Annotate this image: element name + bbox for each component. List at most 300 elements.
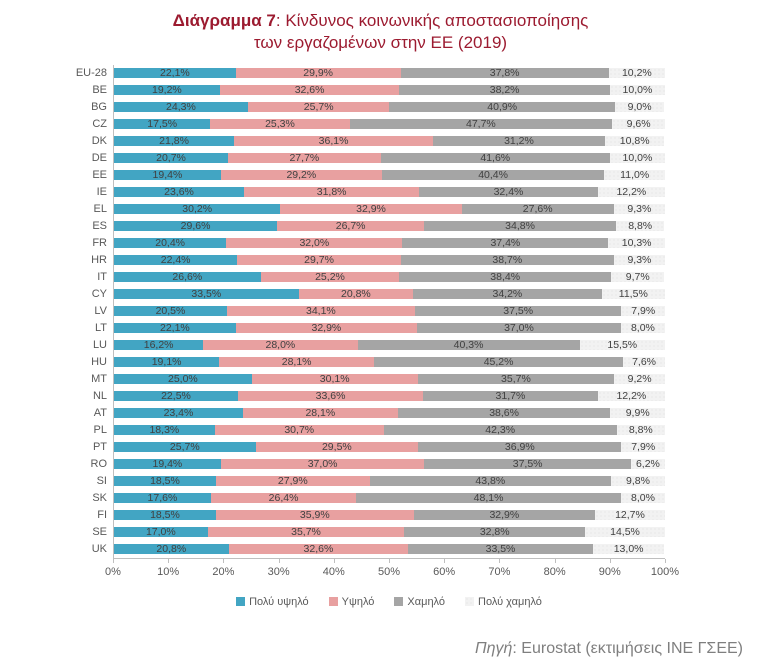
value-label: 40,3% (453, 338, 484, 351)
country-label: CZ (92, 118, 107, 130)
value-label: 22,5% (161, 389, 191, 402)
segment-high (252, 374, 418, 384)
bar-track (114, 85, 665, 95)
value-label: 27,9% (277, 474, 308, 487)
segment-very_high (114, 136, 234, 146)
bar-track (114, 340, 665, 350)
segment-very_high (114, 459, 221, 469)
value-label: 9,0% (627, 100, 652, 113)
axis-tick-label: 30% (267, 565, 290, 578)
value-label: 34,2% (492, 287, 523, 300)
segment-high (237, 255, 400, 265)
segment-very_low (614, 255, 665, 265)
legend-item (329, 596, 375, 608)
segment-high (256, 442, 419, 452)
axis-tick-label: 10% (157, 565, 180, 578)
value-label: 22,1% (159, 66, 190, 79)
axis-tick (555, 559, 556, 563)
segment-high (215, 425, 384, 435)
value-label: 35,7% (291, 525, 321, 538)
bar-track (114, 68, 665, 78)
value-label: 7,9% (631, 304, 656, 317)
value-label: 9,3% (627, 202, 652, 215)
segment-very_low (608, 238, 665, 248)
legend-item (394, 596, 445, 608)
bar-track (114, 306, 665, 316)
bar-track (114, 323, 665, 333)
segment-low (423, 391, 598, 401)
value-label: 29,5% (321, 440, 352, 453)
segment-high (226, 238, 402, 248)
value-label: 12,7% (615, 508, 645, 521)
bar-track (114, 255, 665, 265)
segment-very_high (114, 255, 237, 265)
stacked-bar-chart (75, 65, 680, 583)
value-label: 32,9% (489, 508, 520, 521)
legend-swatch-low (394, 597, 403, 606)
value-label: 30,1% (319, 372, 350, 385)
segment-low (401, 68, 609, 78)
segment-low (384, 425, 617, 435)
bar-row (92, 524, 665, 541)
segment-high (280, 204, 461, 214)
bar-track (114, 102, 665, 112)
segment-very_low (631, 459, 665, 469)
segment-very_high (114, 374, 252, 384)
country-label: MT (91, 373, 107, 385)
segment-very_high (114, 170, 221, 180)
segment-very_low (621, 306, 665, 316)
value-label: 38,4% (490, 270, 521, 283)
segment-very_high (114, 340, 203, 350)
legend-swatch-high (329, 597, 338, 606)
bar-track (114, 459, 665, 469)
chart-title-prefix: Διάγραμμα 7 (172, 11, 276, 30)
value-label: 42,3% (485, 423, 516, 436)
bar-track (114, 221, 665, 231)
segment-high (203, 340, 357, 350)
bar-track (114, 238, 665, 248)
value-label: 10,2% (621, 66, 652, 79)
axis-tick-label: 0% (105, 565, 121, 578)
segment-very_high (114, 238, 226, 248)
value-label: 8,8% (628, 219, 653, 232)
segment-high (216, 476, 370, 486)
bar-track (114, 374, 665, 384)
legend-swatch-very_high (236, 597, 245, 606)
bar-track (114, 204, 665, 214)
value-label: 37,0% (504, 321, 534, 334)
value-label: 31,8% (316, 185, 347, 198)
segment-high (219, 357, 374, 367)
segment-very_low (614, 204, 665, 214)
value-label: 22,4% (160, 253, 191, 266)
value-label: 25,0% (167, 372, 198, 385)
value-label: 15,5% (607, 338, 638, 351)
segment-very_low (611, 272, 664, 282)
country-label: CY (91, 288, 107, 300)
value-label: 38,7% (492, 253, 523, 266)
axis-tick (665, 559, 666, 563)
segment-high (228, 153, 381, 163)
segment-very_high (114, 289, 299, 299)
segment-very_high (114, 323, 236, 333)
value-label: 48,1% (473, 491, 504, 504)
country-label: BE (92, 84, 107, 96)
legend-label: Υψηλό (341, 595, 375, 608)
axis-tick-label: 70% (488, 565, 511, 578)
segment-high (238, 391, 423, 401)
value-label: 38,2% (489, 83, 520, 96)
country-label: ES (92, 220, 107, 232)
value-label: 17,0% (145, 525, 176, 538)
value-label: 36,9% (504, 440, 535, 453)
bar-row (91, 252, 665, 269)
value-label: 7,9% (631, 440, 656, 453)
value-label: 37,8% (489, 66, 520, 79)
bar-track (114, 527, 665, 537)
source-label: Πηγή (475, 640, 513, 657)
segment-low (389, 102, 614, 112)
value-label: 22,1% (159, 321, 190, 334)
bar-row (91, 150, 665, 167)
segment-very_high (114, 357, 219, 367)
value-label: 45,2% (483, 355, 514, 368)
segment-very_low (610, 85, 665, 95)
value-label: 40,4% (478, 168, 508, 181)
segment-very_low (593, 544, 665, 554)
segment-very_high (114, 544, 229, 554)
bar-track (114, 272, 665, 282)
chart-title-line1-rest: : Κίνδυνος κοινωνικής αποστασιοποίησης (275, 11, 589, 30)
segment-low (408, 544, 593, 554)
bar-row (92, 82, 665, 99)
axis-tick (610, 559, 611, 563)
bar-row (91, 354, 665, 371)
value-label: 34,1% (306, 304, 336, 317)
legend-item (236, 596, 309, 608)
country-label: HR (91, 254, 107, 266)
axis-tick-label: 20% (212, 565, 235, 578)
value-label: 26,4% (268, 491, 299, 504)
bar-row (93, 201, 665, 218)
value-label: 19,1% (151, 355, 182, 368)
axis-tick-label: 90% (598, 565, 621, 578)
value-label: 33,5% (485, 542, 516, 555)
segment-very_low (602, 289, 665, 299)
axis-tick (279, 559, 280, 563)
segment-high (227, 306, 415, 316)
segment-very_low (598, 391, 665, 401)
value-label: 35,9% (299, 508, 330, 521)
segment-very_low (585, 527, 665, 537)
bar-track (114, 493, 665, 503)
value-label: 10,0% (622, 83, 653, 96)
segment-very_high (114, 272, 261, 282)
segment-low (433, 136, 605, 146)
value-label: 23,6% (164, 185, 194, 198)
value-label: 29,9% (303, 66, 334, 79)
value-label: 40,9% (487, 100, 518, 113)
segment-very_low (615, 102, 665, 112)
value-label: 11,0% (620, 168, 650, 181)
segment-low (462, 204, 614, 214)
segment-high (236, 323, 417, 333)
segment-low (418, 442, 621, 452)
axis-tick-label: 50% (377, 565, 401, 578)
segment-low (381, 153, 610, 163)
bar-track (114, 425, 665, 435)
country-label: EU-28 (75, 67, 107, 79)
value-label: 20,8% (340, 287, 371, 300)
country-label: AT (93, 407, 107, 419)
segment-high (229, 544, 409, 554)
value-label: 29,6% (180, 219, 211, 232)
segment-high (220, 85, 400, 95)
value-label: 19,4% (152, 457, 183, 470)
bar-row (96, 473, 665, 490)
value-label: 30,7% (284, 423, 315, 436)
segment-low (418, 374, 615, 384)
country-label: SI (96, 475, 107, 487)
x-axis (105, 558, 680, 583)
segment-high (277, 221, 424, 231)
value-label: 31,2% (504, 134, 534, 147)
value-label: 27,7% (289, 151, 320, 164)
segment-very_low (598, 187, 665, 197)
bar-track (114, 408, 665, 418)
segment-very_high (114, 408, 243, 418)
segment-very_low (605, 136, 665, 146)
value-label: 33,6% (315, 389, 346, 402)
bar-row (92, 388, 665, 405)
value-label: 8,0% (631, 491, 655, 504)
value-label: 43,8% (475, 474, 506, 487)
bar-track (114, 187, 665, 197)
segment-low (413, 289, 601, 299)
segment-very_high (114, 102, 248, 112)
legend-label: Χαμηλό (407, 595, 446, 608)
segment-very_low (609, 68, 665, 78)
bar-track (114, 476, 665, 486)
chart-title-line2: των εργαζομένων στην ΕΕ (2019) (253, 32, 508, 52)
value-label: 28,1% (281, 355, 312, 368)
value-label: 47,7% (465, 117, 496, 130)
segment-very_high (114, 187, 244, 197)
value-label: 25,7% (169, 440, 200, 453)
country-label: EL (93, 203, 107, 215)
value-label: 6,2% (635, 457, 660, 470)
bar-track (114, 170, 665, 180)
segment-very_high (114, 442, 256, 452)
segment-high (216, 510, 414, 520)
value-label: 20,8% (156, 542, 187, 555)
axis-tick-label: 80% (543, 565, 566, 578)
value-label: 20,7% (156, 151, 186, 164)
segment-very_high (114, 510, 216, 520)
segment-low (424, 459, 630, 469)
bar-row (93, 405, 665, 422)
value-label: 37,4% (490, 236, 521, 249)
bar-row (91, 371, 665, 388)
value-label: 9,8% (625, 474, 650, 487)
bar-row (92, 439, 665, 456)
value-label: 28,1% (305, 406, 336, 419)
bar-row (92, 490, 665, 507)
segment-low (414, 510, 595, 520)
value-label: 25,7% (303, 100, 334, 113)
value-label: 13,0% (613, 542, 644, 555)
segment-high (208, 527, 405, 537)
country-label: RO (90, 458, 107, 470)
bar-row (94, 303, 665, 320)
value-label: 7,6% (632, 355, 657, 368)
source-note (475, 640, 743, 658)
value-label: 32,8% (479, 525, 510, 538)
value-label: 9,7% (625, 270, 650, 283)
country-label: BG (91, 101, 107, 113)
axis-tick (113, 559, 114, 563)
segment-low (382, 170, 605, 180)
value-label: 35,7% (501, 372, 531, 385)
bar-track (114, 544, 665, 554)
bar-row (96, 184, 665, 201)
segment-high (234, 136, 433, 146)
segment-low (374, 357, 623, 367)
segment-low (402, 238, 608, 248)
country-label: SK (92, 492, 107, 504)
bar-row (91, 99, 665, 116)
value-label: 38,6% (489, 406, 519, 419)
country-label: PT (92, 441, 107, 453)
bar-track (114, 391, 665, 401)
segment-high (248, 102, 390, 112)
segment-very_low (610, 153, 665, 163)
country-label: SE (92, 526, 107, 538)
legend-label: Πολύ χαμηλό (478, 595, 542, 608)
value-label: 19,2% (152, 83, 182, 96)
country-label: LV (94, 305, 107, 317)
segment-low (399, 272, 611, 282)
bar-row (92, 116, 665, 133)
plot-area (75, 65, 665, 558)
value-label: 36,1% (318, 134, 349, 147)
value-label: 26,6% (172, 270, 203, 283)
bar-row (93, 422, 665, 439)
value-label: 29,7% (304, 253, 334, 266)
segment-very_low (623, 357, 665, 367)
bar-row (91, 286, 665, 303)
axis-tick (499, 559, 500, 563)
value-label: 10,8% (619, 134, 650, 147)
segment-high (236, 68, 401, 78)
value-label: 32,9% (356, 202, 386, 215)
bar-row (91, 133, 665, 150)
legend-item (465, 596, 542, 608)
segment-low (350, 119, 613, 129)
segment-low (404, 527, 585, 537)
value-label: 17,5% (147, 117, 178, 130)
value-label: 10,3% (621, 236, 652, 249)
segment-low (419, 187, 598, 197)
bar-row (92, 337, 665, 354)
value-label: 23,4% (163, 406, 194, 419)
value-label: 8,8% (628, 423, 653, 436)
segment-low (370, 476, 611, 486)
segment-very_low (595, 510, 665, 520)
segment-very_high (114, 306, 227, 316)
value-label: 33,5% (191, 287, 222, 300)
country-label: FR (92, 237, 107, 249)
segment-low (358, 340, 580, 350)
axis-tick (444, 559, 445, 563)
axis-tick-label: 60% (433, 565, 456, 578)
segment-very_low (604, 170, 665, 180)
segment-low (415, 306, 622, 316)
axis-tick (389, 559, 390, 563)
segment-very_high (114, 85, 220, 95)
segment-low (417, 323, 621, 333)
segment-low (401, 255, 614, 265)
bar-row (92, 218, 665, 235)
country-label: PL (93, 424, 107, 436)
segment-very_low (580, 340, 665, 350)
segment-high (221, 170, 382, 180)
value-label: 32,6% (294, 83, 325, 96)
segment-very_high (114, 153, 228, 163)
segment-low (398, 408, 611, 418)
segment-very_high (114, 68, 236, 78)
segment-high (211, 493, 356, 503)
segment-high (299, 289, 414, 299)
value-label: 8,0% (630, 321, 655, 334)
segment-very_high (114, 425, 215, 435)
bar-track (114, 289, 665, 299)
country-label: IE (96, 186, 107, 198)
value-label: 12,2% (616, 185, 647, 198)
value-label: 28,0% (265, 338, 296, 351)
value-label: 9,6% (626, 117, 651, 130)
country-label: LU (92, 339, 107, 351)
source-text: : Eurostat (εκτιμήσεις ΙΝΕ ΓΣΕΕ) (512, 640, 743, 657)
value-label: 21,8% (159, 134, 189, 147)
segment-very_low (611, 476, 665, 486)
segment-very_low (612, 119, 665, 129)
segment-very_low (621, 493, 665, 503)
value-label: 20,5% (155, 304, 186, 317)
segment-very_low (616, 221, 664, 231)
bar-track (114, 136, 665, 146)
country-label: DK (91, 135, 107, 147)
value-label: 24,3% (166, 100, 196, 113)
segment-high (221, 459, 425, 469)
value-label: 18,3% (149, 423, 180, 436)
segment-high (244, 187, 419, 197)
segment-very_high (114, 119, 210, 129)
segment-high (243, 408, 398, 418)
value-label: 34,8% (505, 219, 535, 232)
axis-tick (223, 559, 224, 563)
bar-track (114, 510, 665, 520)
segment-very_high (114, 204, 280, 214)
value-label: 32,6% (303, 542, 334, 555)
value-label: 26,7% (335, 219, 366, 232)
value-label: 41,6% (480, 151, 511, 164)
value-label: 32,4% (493, 185, 524, 198)
legend (113, 596, 665, 608)
bar-row (75, 65, 665, 82)
bar-row (97, 269, 665, 286)
